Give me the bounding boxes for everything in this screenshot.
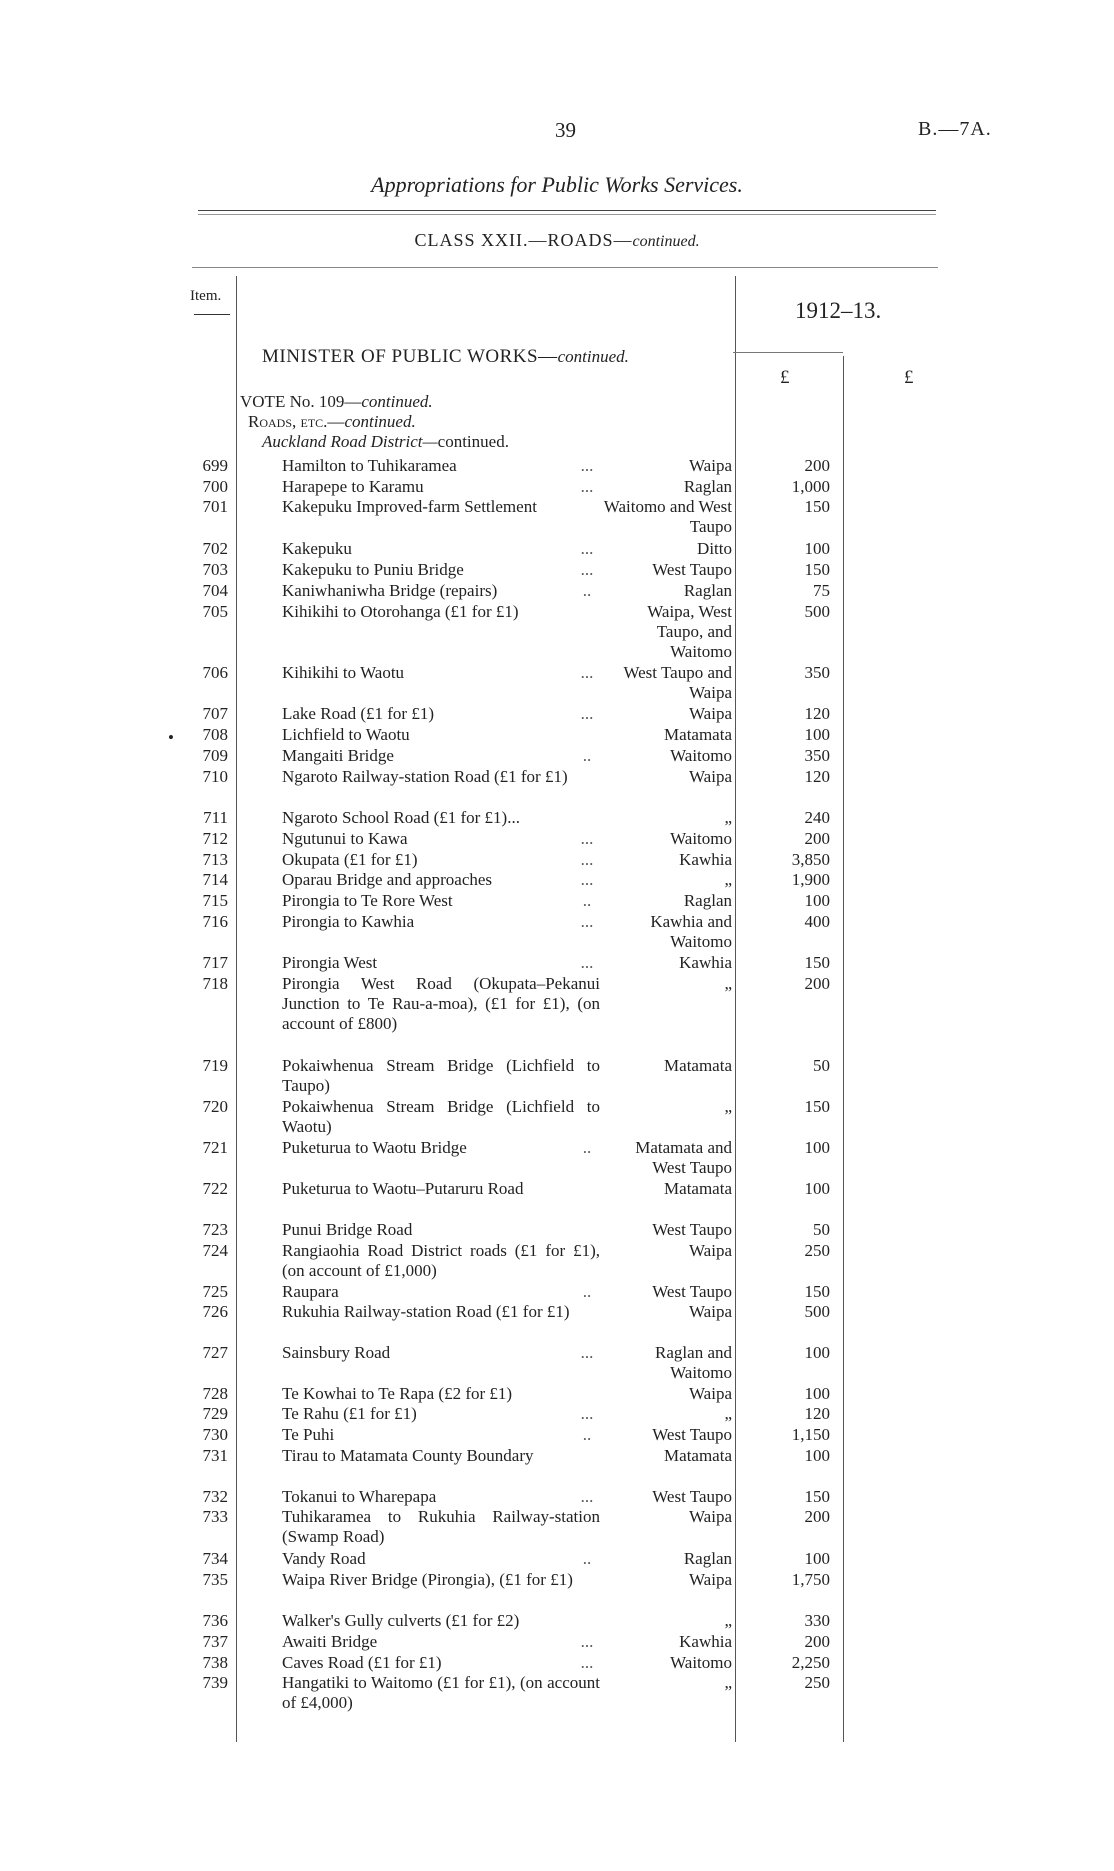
item-column-header: Item. <box>190 288 222 304</box>
item-amount: 400 <box>804 912 830 931</box>
item-amount: 500 <box>804 1302 830 1321</box>
item-amount: 1,900 <box>791 870 830 889</box>
item-county: Matamata <box>664 725 732 744</box>
district-text: Auckland Road District— <box>262 432 438 451</box>
item-description: Te Puhi <box>282 1425 335 1444</box>
item-county: West Taupo and Waipa <box>623 663 732 702</box>
item-county: Matamata <box>664 1179 732 1198</box>
item-county: Waipa <box>689 704 732 723</box>
item-number: 717 <box>202 953 228 972</box>
item-amount: 100 <box>804 891 830 910</box>
item-number: 720 <box>202 1097 228 1116</box>
item-amount: 200 <box>804 974 830 993</box>
leader-dots: ... <box>580 1653 594 1672</box>
item-county: West Taupo <box>652 560 732 579</box>
item-county: „ <box>724 808 732 827</box>
leader-dots: .. <box>582 1425 592 1444</box>
item-description: Puketurua to Waotu Bridge <box>282 1138 467 1157</box>
item-number: 706 <box>202 663 228 682</box>
item-description: Kakepuku to Puniu Bridge <box>282 560 464 579</box>
item-county: West Taupo <box>652 1487 732 1506</box>
item-number: 737 <box>202 1632 228 1651</box>
item-description: Walker's Gully culverts (£1 for £2) <box>282 1611 520 1630</box>
item-county: Waipa <box>689 1302 732 1321</box>
district-heading <box>262 432 509 452</box>
item-amount: 240 <box>804 808 830 827</box>
item-amount: 200 <box>804 1507 830 1526</box>
item-number: 725 <box>202 1282 228 1301</box>
item-county: „ <box>724 1097 732 1116</box>
leader-dots: .. <box>582 891 592 910</box>
item-description: Waipa River Bridge (Pirongia), (£1 for £1) <box>282 1570 573 1589</box>
item-county: Waipa <box>689 1570 732 1589</box>
item-description: Tirau to Matamata County Boundary <box>282 1446 534 1465</box>
item-amount: 200 <box>804 1632 830 1651</box>
item-description: Puketurua to Waotu–Putaruru Road <box>282 1179 524 1198</box>
item-county: Kawhia and Waitomo <box>650 912 732 951</box>
item-number: 715 <box>202 891 228 910</box>
item-amount: 200 <box>804 456 830 475</box>
item-county: Raglan <box>683 477 732 496</box>
item-county: „ <box>724 1673 732 1692</box>
heading-rule-thin <box>198 214 936 215</box>
roads-text: Roads, etc.— <box>248 412 345 431</box>
item-amount: 120 <box>804 1404 830 1423</box>
item-number: 711 <box>203 808 228 827</box>
item-description: Kaniwhaniwha Bridge (repairs) <box>282 581 498 600</box>
item-description: Te Rahu (£1 for £1) <box>282 1404 417 1423</box>
item-amount: 100 <box>804 1549 830 1568</box>
item-number: 704 <box>202 581 228 600</box>
item-description: Punui Bridge Road <box>282 1220 413 1239</box>
item-number: 703 <box>202 560 228 579</box>
vote-text: VOTE No. 109— <box>240 392 362 411</box>
item-number: 714 <box>202 870 228 889</box>
leader-dots: ... <box>580 560 594 579</box>
leader-dots: ... <box>580 829 594 848</box>
item-amount: 120 <box>804 704 830 723</box>
item-description: Tuhikaramea to Rukuhia Railway-station (Swamp Road) <box>282 1507 600 1546</box>
item-amount: 100 <box>804 1446 830 1465</box>
item-county: Raglan <box>683 891 732 910</box>
item-description: Rukuhia Railway-station Road (£1 for £1) <box>282 1302 570 1321</box>
item-number: 708 <box>202 725 228 744</box>
item-description: Pokaiwhenua Stream Bridge (Lichfield to Waotu) <box>282 1097 600 1136</box>
item-county: Kawhia <box>679 1632 732 1651</box>
item-county: Ditto <box>697 539 732 558</box>
item-number: 739 <box>202 1673 228 1692</box>
item-description: Ngutunui to Kawa <box>282 829 408 848</box>
leader-dots: ... <box>580 953 594 972</box>
item-number: 716 <box>202 912 228 931</box>
leader-dots: ... <box>580 704 594 723</box>
item-county: Raglan <box>683 1549 732 1568</box>
leader-dots: ... <box>580 539 594 558</box>
leader-dots: .. <box>582 1138 592 1157</box>
item-number: 705 <box>202 602 228 621</box>
item-amount: 200 <box>804 829 830 848</box>
item-amount: 100 <box>804 725 830 744</box>
document-reference: B.—7A. <box>918 118 992 140</box>
item-amount: 100 <box>804 539 830 558</box>
minister-continued: continued. <box>557 347 629 366</box>
item-number: 707 <box>202 704 228 723</box>
item-number: 712 <box>202 829 228 848</box>
item-description: Pirongia West Road (Okupata–Pekanui Junction to Te Rau-a-moa), (£1 for £1), (on account of £800) <box>282 974 600 1033</box>
item-county: West Taupo <box>652 1220 732 1239</box>
leader-dots: .. <box>582 746 592 765</box>
leader-dots: ... <box>580 1632 594 1651</box>
item-county: Kawhia <box>679 953 732 972</box>
item-number: 713 <box>202 850 228 869</box>
heading-rule <box>198 210 936 211</box>
leader-dots: ... <box>580 1487 594 1506</box>
item-amount: 1,150 <box>791 1425 830 1444</box>
margin-bullet: • <box>168 728 174 747</box>
item-number: 699 <box>202 456 228 475</box>
item-amount: 350 <box>804 663 830 682</box>
district-continued: continued. <box>437 432 509 451</box>
item-description: Te Kowhai to Te Rapa (£2 for £1) <box>282 1384 513 1403</box>
page-heading: Appropriations for Public Works Services. <box>371 172 743 197</box>
item-description: Raupara <box>282 1282 339 1301</box>
item-number: 728 <box>202 1384 228 1403</box>
item-description: Caves Road (£1 for £1) <box>282 1653 442 1672</box>
item-description: Sainsbury Road <box>282 1343 391 1362</box>
item-header-rule <box>194 314 230 315</box>
item-description: Hamilton to Tuhikaramea <box>282 456 457 475</box>
item-county: West Taupo <box>652 1425 732 1444</box>
item-county: West Taupo <box>652 1282 732 1301</box>
item-county: Waipa <box>689 1241 732 1260</box>
leader-dots: ... <box>580 1404 594 1423</box>
item-number: 735 <box>202 1570 228 1589</box>
item-number: 729 <box>202 1404 228 1423</box>
item-amount: 50 <box>813 1220 830 1239</box>
item-description: Rangiaohia Road District roads (£1 for £1), (on account of £1,000) <box>282 1241 600 1280</box>
item-amount: 3,850 <box>791 850 830 869</box>
item-amount: 1,750 <box>791 1570 830 1589</box>
item-number: 730 <box>202 1425 228 1444</box>
item-amount: 150 <box>804 1282 830 1301</box>
currency-symbol-1: £ <box>780 367 790 388</box>
item-number: 710 <box>202 767 228 786</box>
item-amount: 100 <box>804 1343 830 1362</box>
item-county: Raglan and Waitomo <box>655 1343 732 1382</box>
item-description: Ngaroto Railway-station Road (£1 for £1) <box>282 767 568 786</box>
year-header-rule <box>733 352 843 353</box>
item-number: 723 <box>202 1220 228 1239</box>
item-county: Matamata <box>664 1446 732 1465</box>
item-description: Hangatiki to Waitomo (£1 for £1), (on account of £4,000) <box>282 1673 600 1712</box>
item-number: 738 <box>202 1653 228 1672</box>
roads-heading <box>248 412 416 432</box>
item-amount: 250 <box>804 1241 830 1260</box>
year-column-header: 1912–13. <box>795 298 882 323</box>
item-description: Pokaiwhenua Stream Bridge (Lichfield to Taupo) <box>282 1056 600 1095</box>
item-amount: 120 <box>804 767 830 786</box>
class-title-continued: continued. <box>632 233 700 250</box>
item-description: Kakepuku <box>282 539 352 558</box>
item-amount: 330 <box>804 1611 830 1630</box>
minister-heading <box>262 346 629 368</box>
item-county: Kawhia <box>679 850 732 869</box>
item-amount: 150 <box>804 497 830 516</box>
item-number: 731 <box>202 1446 228 1465</box>
item-number: 700 <box>202 477 228 496</box>
item-county: Waitomo <box>670 829 732 848</box>
item-amount: 150 <box>804 1097 830 1116</box>
item-description: Oparau Bridge and approaches <box>282 870 493 889</box>
item-description: Mangaiti Bridge <box>282 746 394 765</box>
item-number: 701 <box>202 497 228 516</box>
item-description: Kihikihi to Otorohanga (£1 for £1) <box>282 602 519 621</box>
item-description: Lake Road (£1 for £1) <box>282 704 435 723</box>
item-description: Okupata (£1 for £1) <box>282 850 418 869</box>
item-amount: 100 <box>804 1138 830 1157</box>
leader-dots: ... <box>580 850 594 869</box>
item-number: 733 <box>202 1507 228 1526</box>
item-amount: 150 <box>804 1487 830 1506</box>
vote-heading <box>240 392 433 412</box>
item-number: 724 <box>202 1241 228 1260</box>
item-amount: 150 <box>804 560 830 579</box>
leader-dots: ... <box>580 456 594 475</box>
item-description: Vandy Road <box>282 1549 366 1568</box>
item-number: 702 <box>202 539 228 558</box>
item-description: Pirongia to Kawhia <box>282 912 415 931</box>
leader-dots: ... <box>580 663 594 682</box>
item-county: Waipa <box>689 1384 732 1403</box>
item-county: Waipa <box>689 456 732 475</box>
item-county: Waipa <box>689 767 732 786</box>
leader-dots: .. <box>582 1549 592 1568</box>
item-county: Matamata and West Taupo <box>635 1138 732 1177</box>
item-amount: 100 <box>804 1384 830 1403</box>
item-description: Tokanui to Wharepapa <box>282 1487 437 1506</box>
item-amount: 50 <box>813 1056 830 1075</box>
roads-continued: continued. <box>344 412 416 431</box>
amount-column-divider <box>843 356 844 1742</box>
item-amount: 100 <box>804 1179 830 1198</box>
item-county: Waipa <box>689 1507 732 1526</box>
item-amount: 500 <box>804 602 830 621</box>
item-county: „ <box>724 1611 732 1630</box>
item-number: 726 <box>202 1302 228 1321</box>
page-number: 39 <box>555 118 576 142</box>
item-amount: 2,250 <box>791 1653 830 1672</box>
class-title <box>0 230 1114 251</box>
item-number: 721 <box>202 1138 228 1157</box>
county-column-divider <box>735 276 736 1742</box>
item-number: 718 <box>202 974 228 993</box>
item-column-divider <box>236 276 237 1742</box>
leader-dots: ... <box>580 477 594 496</box>
table-top-rule <box>192 267 938 268</box>
item-amount: 250 <box>804 1673 830 1692</box>
leader-dots: ... <box>580 1343 594 1362</box>
item-county: Raglan <box>683 581 732 600</box>
leader-dots: .. <box>582 581 592 600</box>
item-amount: 350 <box>804 746 830 765</box>
item-number: 719 <box>202 1056 228 1075</box>
item-description: Kakepuku Improved-farm Settlement <box>282 497 537 516</box>
item-amount: 1,000 <box>791 477 830 496</box>
item-county: „ <box>724 1404 732 1423</box>
item-description: Awaiti Bridge <box>282 1632 378 1651</box>
item-number: 722 <box>202 1179 228 1198</box>
item-number: 734 <box>202 1549 228 1568</box>
item-description: Pirongia to Te Rore West <box>282 891 453 910</box>
vote-continued: continued. <box>361 392 433 411</box>
item-county: Matamata <box>664 1056 732 1075</box>
item-description: Kihikihi to Waotu <box>282 663 405 682</box>
item-county: Waitomo <box>670 746 732 765</box>
item-county: Waitomo and West Taupo <box>603 497 732 536</box>
item-county: Waipa, West Taupo, and Waitomo <box>647 602 732 661</box>
currency-symbol-2: £ <box>904 367 914 388</box>
item-amount: 75 <box>813 581 830 600</box>
item-number: 709 <box>202 746 228 765</box>
item-amount: 150 <box>804 953 830 972</box>
item-description: Harapepe to Karamu <box>282 477 424 496</box>
item-description: Pirongia West <box>282 953 378 972</box>
leader-dots: .. <box>582 1282 592 1301</box>
item-county: „ <box>724 974 732 993</box>
item-number: 732 <box>202 1487 228 1506</box>
item-description: Ngaroto School Road (£1 for £1)... <box>282 808 520 827</box>
item-number: 736 <box>202 1611 228 1630</box>
item-county: Waitomo <box>670 1653 732 1672</box>
item-number: 727 <box>202 1343 228 1362</box>
item-description: Lichfield to Waotu <box>282 725 410 744</box>
leader-dots: ... <box>580 870 594 889</box>
class-title-text: CLASS XXII.—ROADS— <box>414 230 633 250</box>
leader-dots: ... <box>580 912 594 931</box>
minister-text: MINISTER OF PUBLIC WORKS— <box>262 346 558 367</box>
item-county: „ <box>724 870 732 889</box>
